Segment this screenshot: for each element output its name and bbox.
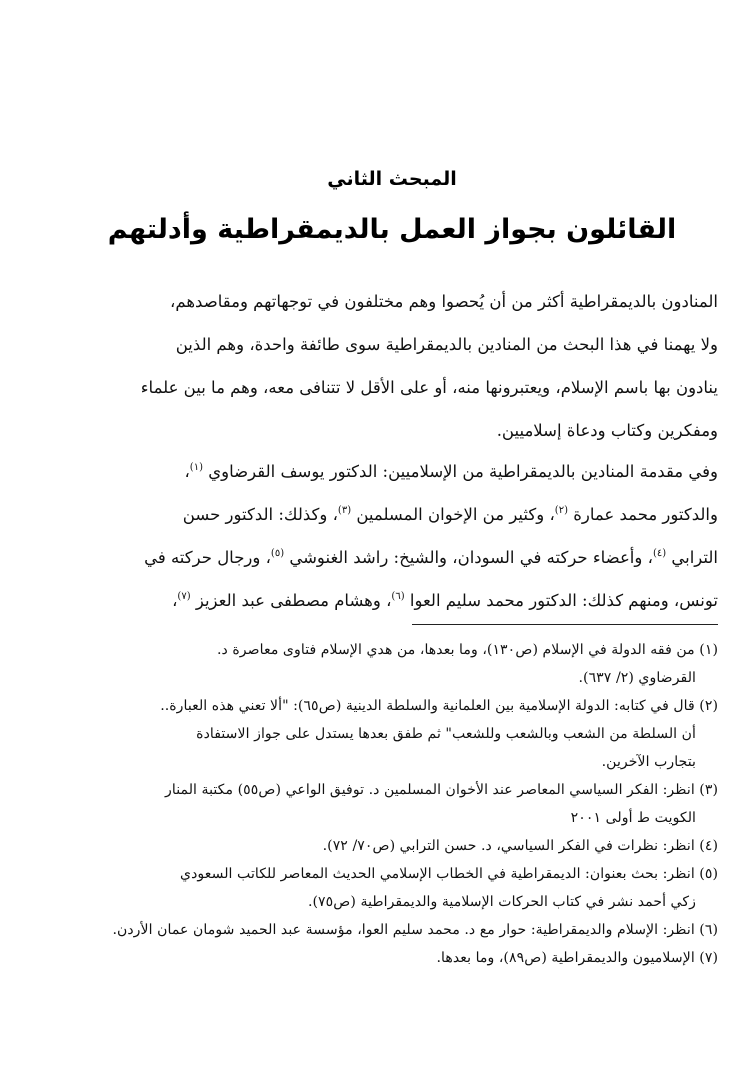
line-text: ، xyxy=(172,591,178,610)
line-text: وفي مقدمة المنادين بالديمقراطية من الإسلاميين: الدكتور يوسف القرضاوي xyxy=(208,462,718,481)
line-text: ، ورجال حركته في xyxy=(144,548,271,567)
footnote-line: الكويت ط أولى ٢٠٠١ xyxy=(570,810,696,826)
footnote-line: أن السلطة من الشعب وبالشعب وللشعب" ثم طفق بعدها يستدل على جواز الاستفادة xyxy=(196,726,696,742)
footnote-line: (٣) انظر: الفكر السياسي المعاصر عند الأخوان المسلمين د. توفيق الواعي (ص٥٥) مكتبة المنار xyxy=(165,782,718,798)
line-text: تونس، ومنهم كذلك: الدكتور محمد سليم العوا xyxy=(409,591,718,610)
paragraph-line: ولا يهمنا في هذا البحث من المنادين بالديمقراطية سوى طائفة واحدة، وهم الذين xyxy=(175,335,718,354)
paragraph-advocates xyxy=(60,450,718,622)
footnote-line: (٥) انظر: بحث بعنوان: الديمقراطية في الخطاب الإسلامي الحديث المعاصر للكاتب السعودي xyxy=(179,866,718,882)
section-title: القائلون بجواز العمل بالديمقراطية وأدلتهم xyxy=(107,214,677,245)
footnote-line: (٢) قال في كتابه: الدولة الإسلامية بين العلمانية والسلطة الدينية (ص٦٥): "ألا تعني هذه العبارة.. xyxy=(160,698,718,714)
paragraph-intro xyxy=(60,280,718,452)
footnote-line: (١) من فقه الدولة في الإسلام (ص١٣٠)، وما بعدها، من هدي الإسلام فتاوى معاصرة د. xyxy=(217,642,718,658)
section-label: المبحث الثاني xyxy=(327,168,457,190)
paragraph-line: المنادون بالديمقراطية أكثر من أن يُحصوا وهم مختلفون في توجهاتهم ومقاصدهم، xyxy=(170,292,718,311)
line-text: والدكتور محمد عمارة xyxy=(573,505,718,524)
paragraph-line xyxy=(60,579,718,622)
paragraph-line xyxy=(60,493,718,536)
footnote-item xyxy=(50,832,718,860)
footnote-ref[interactable]: (٧) xyxy=(177,591,191,602)
paragraph-line: ومفكرين وكتاب ودعاة إسلاميين. xyxy=(496,421,718,440)
footnote-item xyxy=(50,944,718,972)
footnote-ref[interactable]: (٣) xyxy=(337,505,352,516)
footnote-ref[interactable]: (٥) xyxy=(270,548,285,559)
footnote-item xyxy=(50,692,718,776)
line-text: الترابي xyxy=(671,548,718,567)
footnote-ref[interactable]: (٤) xyxy=(652,548,667,559)
footnote-item xyxy=(50,860,718,916)
footnote-line: (٧) الإسلاميون والديمقراطية (ص٨٩)، وما بعدها. xyxy=(436,950,718,966)
footnote-line: زكي أحمد نشر في كتاب الحركات الإسلامية والديمقراطية (ص٧٥). xyxy=(307,894,696,910)
footnote-item xyxy=(50,636,718,692)
footnote-item xyxy=(50,776,718,832)
line-text: ، xyxy=(184,462,190,481)
footnote-line: القرضاوي (٢/ ٦٣٧). xyxy=(578,670,696,686)
footnote-ref[interactable]: (٢) xyxy=(554,505,568,516)
line-text: ، وكذلك: الدكتور حسن xyxy=(182,505,338,524)
footnote-line: (٦) انظر: الإسلام والديمقراطية: حوار مع د. محمد سليم العوا، مؤسسة عبد الحميد شومان عمان الأردن. xyxy=(112,922,718,938)
footnote-line: بتجارب الآخرين. xyxy=(601,754,696,770)
footnote-line: (٤) انظر: نظرات في الفكر السياسي، د. حسن الترابي (ص٧٠/ ٧٢). xyxy=(322,838,718,854)
paragraph-line xyxy=(60,450,718,493)
paragraph-line xyxy=(60,536,718,579)
footnote-item xyxy=(50,916,718,944)
line-text: ، وأعضاء حركته في السودان، والشيخ: راشد الغنوشي xyxy=(289,548,653,567)
footnotes xyxy=(50,636,718,972)
line-text: ، وهشام مصطفى عبد العزيز xyxy=(195,591,392,610)
footnote-separator xyxy=(412,624,718,625)
line-text: ، وكثير من الإخوان المسلمين xyxy=(356,505,555,524)
footnote-ref[interactable]: (١) xyxy=(189,462,203,473)
paragraph-line: ينادون بها باسم الإسلام، ويعتبرونها منه، أو على الأقل لا تتنافى معه، وهم ما بين علماء xyxy=(140,378,718,397)
footnote-ref[interactable]: (٦) xyxy=(391,591,405,602)
